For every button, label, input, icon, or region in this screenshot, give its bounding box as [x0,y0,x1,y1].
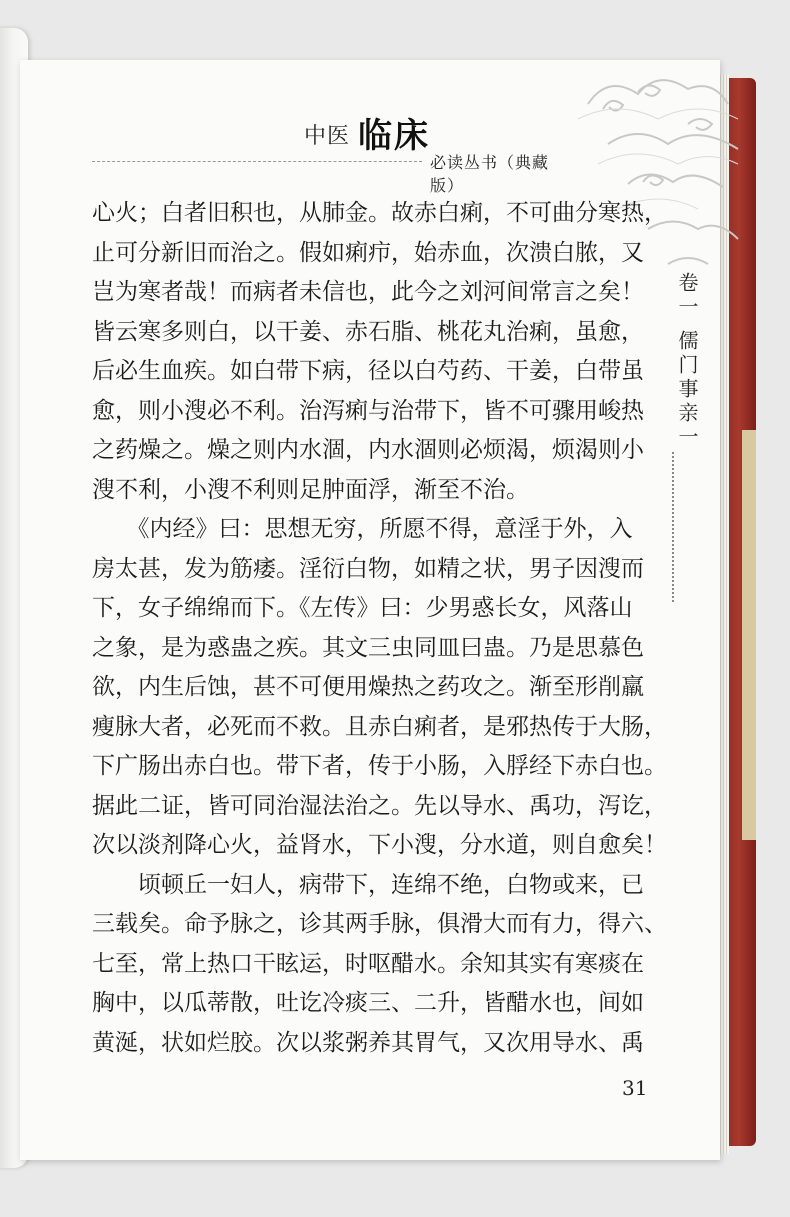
ribbon-band [742,430,756,840]
text-line: 欲，内生后蚀，甚不可便用燥热之药攻之。渐至形削羸 [92,674,644,700]
text-line: 下，女子绵绵而下。《左传》曰：少男惑长女，风落山 [92,595,633,621]
volume-label: 卷一 [675,272,699,320]
header-rule [92,161,422,162]
text-line: 后必生血疾。如白带下病，径以白芍药、干姜，白带虽 [92,358,644,384]
text-line: 顷顿丘一妇人，病带下，连绵不绝，白物或来，已 [92,871,644,898]
text-line: 据此二证，皆可同治湿法治之。先以导水、禹功，泻讫， [92,792,667,819]
running-header [92,112,572,195]
text-line: 愈，则小溲必不利。治泻痢与治带下，皆不可骤用峻热 [92,397,644,424]
text-line: 心火；白者旧积也，从肺金。故赤白痢，不可曲分寒热， [92,200,667,226]
series-title-small: 中医 [304,124,351,149]
side-dotted-rule [672,452,674,602]
series-title-large: 临床 [358,116,430,156]
text-line: 三载矣。命予脉之，诊其两手脉，俱滑大而有力，得六、 [92,911,667,937]
text-line: 《内经》曰：思想无穷，所愿不得，意淫于外，入 [92,516,633,542]
text-line: 溲不利，小溲不利则足肿面浮，渐至不治。 [92,476,529,503]
text-line: 房太甚，发为筋痿。淫衍白物，如精之状，男子因溲而 [92,555,644,582]
text-line: 黄涎，状如烂胶。次以浆粥养其胃气，又次用导水、禹 [92,1029,644,1056]
body-text [92,194,667,1063]
text-line: 止可分新旧而治之。假如痢疖，始赤血，次溃白脓，又 [92,239,644,266]
side-tab [652,272,702,450]
text-line: 岂为寒者哉！而病者未信也，此今之刘河间常言之矣！ [92,279,644,305]
text-line: 皆云寒多则白，以干姜、赤石脂、桃花丸治痢，虽愈， [92,318,644,345]
text-line: 胸中，以瓜蒂散，吐讫冷痰三、二升，皆醋水也，间如 [92,990,644,1016]
text-line: 之药燥之。燥之则内水涸，内水涸则必烦渴，烦渴则小 [92,437,644,463]
chapter-label: 儒门事亲一 [675,330,699,450]
text-line: 次以淡剂降心火，益肾水，下小溲，分水道，则自愈矣！ [92,832,667,858]
text-line: 瘦脉大者，必死而不救。且赤白痢者，是邪热传于大肠， [92,713,667,740]
page-number: 31 [622,1076,648,1100]
text-line: 七至，常上热口干眩运，时呕醋水。余知其实有寒痰在 [92,950,644,977]
text-line: 之象，是为惑蛊之疾。其文三虫同皿曰蛊。乃是思慕色 [92,634,644,661]
series-subtitle: 必读丛书（典藏版） [430,153,550,195]
text-line: 下广肠出赤白也。带下者，传于小肠，入脬经下赤白也。 [92,753,667,779]
